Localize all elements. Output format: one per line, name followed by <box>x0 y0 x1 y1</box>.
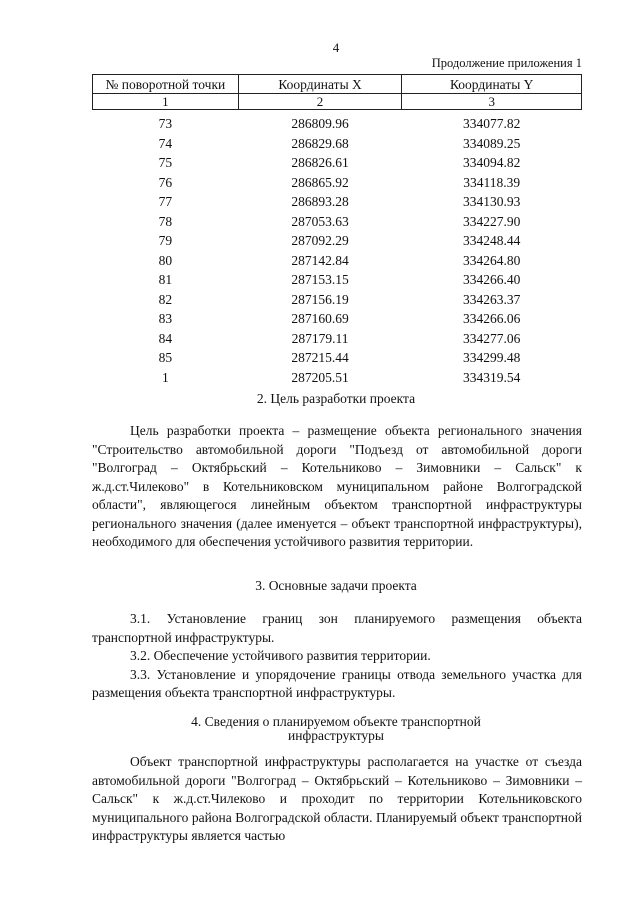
table-body <box>93 110 582 388</box>
section-3-heading: 3. Основные задачи проекта <box>255 578 417 593</box>
section-4-heading-line-1: 4. Сведения о планируемом объекте транспортной <box>191 714 481 729</box>
point-number-cell: 83 <box>158 311 173 327</box>
point-number-cell: 85 <box>158 350 173 366</box>
coordinate-y-cell: 334266.40 <box>463 272 521 288</box>
coordinate-x-cell: 287179.11 <box>291 330 349 346</box>
coordinate-x-cell: 286829.68 <box>291 135 349 151</box>
coordinate-y-cell: 334089.25 <box>463 135 521 151</box>
point-number-cell: 74 <box>158 135 173 151</box>
coordinate-y-cell: 334264.80 <box>463 252 521 268</box>
point-number-cell: 76 <box>158 174 173 190</box>
section-4-heading-line-2: инфраструктуры <box>288 728 384 743</box>
coordinates-table <box>92 74 582 387</box>
point-number-cell: 78 <box>158 213 173 229</box>
table-row <box>93 329 582 349</box>
coordinate-y-cell: 334118.39 <box>463 174 521 190</box>
table-row <box>93 368 582 388</box>
coordinate-x-cell: 287215.44 <box>291 350 349 366</box>
coordinate-y-cell: 334319.54 <box>463 369 521 385</box>
point-number-cell: 81 <box>158 272 173 288</box>
continuation-note: Продолжение приложения 1 <box>431 56 582 70</box>
table-row <box>93 153 582 173</box>
section-4-text: Объект транспортной инфраструктуры располагается на участке от съезда автомобильной дороги "Волгоград – Октябрьский – Котельниково – Зимовники – Сальск" к ж.д.ст.Чилеково и проходит по территории Котельниковского муниципального района Волгоградской области. Планируемый объект транспортной инфраструктуры является частью <box>92 754 582 843</box>
page-number: 4 <box>332 40 340 55</box>
coordinate-x-cell: 287092.29 <box>291 233 349 249</box>
table-row <box>93 110 582 134</box>
column-number: 2 <box>238 94 402 110</box>
coordinate-x-cell: 286865.92 <box>291 174 349 190</box>
coordinate-x-cell: 287053.63 <box>291 213 349 229</box>
coordinate-y-cell: 334248.44 <box>463 233 521 249</box>
section-4-paragraph <box>92 753 582 846</box>
coordinate-y-cell: 334263.37 <box>463 291 521 307</box>
table-row <box>93 270 582 290</box>
point-number-cell: 73 <box>158 116 173 132</box>
coordinate-x-cell: 286893.28 <box>291 194 349 210</box>
section-2-heading: 2. Цель разработки проекта <box>256 391 416 406</box>
coordinate-y-cell: 334130.93 <box>463 194 521 210</box>
header-point-number: № поворотной точки <box>93 75 239 94</box>
table-row <box>93 212 582 232</box>
table-column-numbers-row <box>93 94 582 110</box>
list-item: 3.3. Установление и упорядочение границы отвода земельного участка для размещения объекта транспортной инфраструктуры. <box>92 666 582 700</box>
list-item: 3.2. Обеспечение устойчивого развития территории. <box>130 648 431 663</box>
coordinate-x-cell: 287160.69 <box>291 311 349 327</box>
column-number: 3 <box>402 94 582 110</box>
table-row <box>93 251 582 271</box>
header-coordinate-x: Координаты X <box>238 75 402 94</box>
point-number-cell: 80 <box>158 252 173 268</box>
coordinate-y-cell: 334266.06 <box>463 311 521 327</box>
table-row <box>93 231 582 251</box>
coordinate-y-cell: 334299.48 <box>463 350 521 366</box>
point-number-cell: 82 <box>158 291 173 307</box>
table-row <box>93 290 582 310</box>
section-2-paragraph <box>92 422 582 552</box>
section-3-list <box>92 610 582 703</box>
table-row <box>93 309 582 329</box>
table-row <box>93 192 582 212</box>
point-number-cell: 79 <box>158 233 173 249</box>
coordinate-y-cell: 334077.82 <box>463 116 521 132</box>
list-item: 3.1. Установление границ зон планируемого размещения объекта транспортной инфраструктуры. <box>92 611 582 645</box>
coordinate-x-cell: 286809.96 <box>291 116 349 132</box>
coordinate-x-cell: 287153.15 <box>291 272 349 288</box>
column-number: 1 <box>93 94 239 110</box>
point-number-cell: 77 <box>158 194 173 210</box>
table-row <box>93 134 582 154</box>
table-row <box>93 348 582 368</box>
coordinate-y-cell: 334277.06 <box>463 330 521 346</box>
table-row <box>93 173 582 193</box>
coordinate-x-cell: 287205.51 <box>291 369 349 385</box>
coordinate-x-cell: 287142.84 <box>291 252 349 268</box>
point-number-cell: 84 <box>158 330 173 346</box>
coordinate-y-cell: 334227.90 <box>463 213 521 229</box>
header-coordinate-y: Координаты Y <box>402 75 582 94</box>
point-number-cell: 75 <box>158 155 173 171</box>
coordinate-x-cell: 287156.19 <box>291 291 349 307</box>
point-number-cell: 1 <box>161 369 169 385</box>
table-header-row <box>93 75 582 94</box>
section-2-text: Цель разработки проекта – размещение объекта регионального значения "Строительство автомобильной дороги "Подъезд от автомобильной дороги "Волгоград – Октябрьский – Котельниково – Зимовники – Сальск" к ж.д.ст.Чилеково" в Котельниковском муниципальном районе Волгоградской области", являющегося линейным объектом транспортной инфраструктуры регионального значения (далее именуется – объект транспортной инфраструктуры), необходимого для обеспечения устойчивого развития территории. <box>92 423 582 549</box>
coordinate-y-cell: 334094.82 <box>463 155 521 171</box>
coordinate-x-cell: 286826.61 <box>291 155 349 171</box>
